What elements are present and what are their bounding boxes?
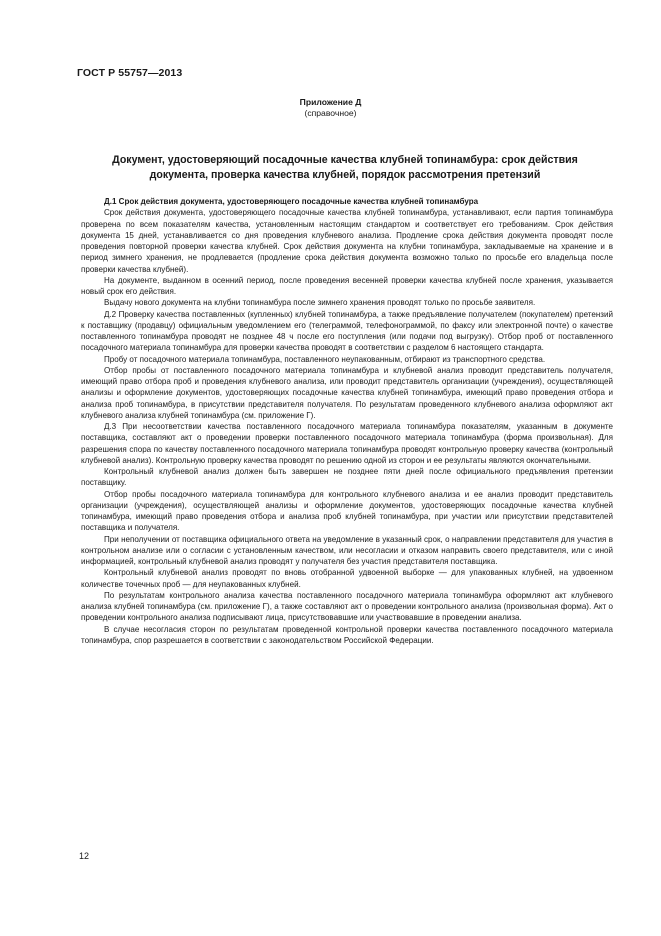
annex-heading	[0, 97, 661, 119]
body-paragraph: Пробу от посадочного материала топинамбура, поставленного неупакованным, отбирают из транспортного средства.	[104, 354, 546, 364]
body-paragraph: В случае несогласия сторон по результатам проведенной контрольной проверки качества поставленного посадочного материала топинамбура, спор разрешается в соответствии с законодательством Российской Федерации.	[81, 624, 613, 645]
body-paragraph: Выдачу нового документа на клубни топинамбура после зимнего хранения проводят только по просьбе заявителя.	[104, 298, 536, 308]
body-paragraph: Отбор пробы посадочного материала топинамбура для контрольного клубневого анализа и ее анализ проводит представитель организации (учреждения), осуществляющей анализы и оформление документов, удостоверяющих посадочные качества клубней топинамбура, имеющий право проведения отбора и анализа проб клубней топинамбура, при участии или присутствии представителей поставщика и получателя.	[81, 489, 613, 533]
body-paragraph: Контрольный клубневой анализ проводят по вновь отобранной удвоенной выборке — для упакованных клубней, на удвоенном количестве точечных проб — для неупакованных клубней.	[81, 568, 613, 589]
document-title-line-2: документа, проверка качества клубней, порядок рассмотрения претензий	[149, 169, 541, 181]
document-body	[81, 196, 613, 646]
standard-header: ГОСТ Р 55757—2013	[77, 67, 183, 79]
body-paragraph: По результатам контрольного анализа качества поставленного посадочного материала топинамбура оформляют акт клубневого анализа клубней топинамбура (см. приложение Г), а также составляют акт о проведении контрольного анализа (произвольная форма). Акт о проведении контрольного анализа подписывают лица, присутствовавшие или участвовавшие в проведении анализа.	[81, 590, 613, 623]
clause-d2-paragraph: Д.2 Проверку качества поставленных (купленных) клубней топинамбура, а также предъявление получателем (покупателем) претензий к поставщику (продавцу) официальным уведомлением его (телеграммой, телефонограммой, по факсу или электронной почте) о качестве поставленного топинамбура проводят не позднее 48 ч после его поступления (или подачи под выгрузку). Отбор проб от поставленного посадочного материала топинамбура для проверки качества проводят в соответствии с разделом 6 настоящего стандарта.	[81, 309, 613, 353]
document-title-line-1: Документ, удостоверяющий посадочные качества клубней топинамбура: срок действия	[112, 154, 578, 166]
annex-title: Приложение Д	[299, 97, 362, 107]
subsection-heading-d1: Д.1 Срок действия документа, удостоверяющего посадочные качества клубней топинамбура	[104, 197, 479, 206]
body-paragraph: При неполучении от поставщика официального ответа на уведомление в указанный срок, о направлении представителя для участия в контрольном анализе или о согласии с установленным качеством, или несогласии и отказом направить своего представителя, или с иной информацией, контрольный клубневой анализ проводят у получателя без участия представителя поставщика.	[81, 534, 613, 566]
body-paragraph: Контрольный клубневой анализ должен быть завершен не позднее пяти дней после официального предъявления претензии поставщику.	[81, 467, 613, 488]
body-paragraph: На документе, выданном в осенний период, после проведения весенней проверки качества клубней после хранения, указывается новый срок его действия.	[81, 275, 613, 296]
clause-d3-paragraph: Д.3 При несоответствии качества поставленного посадочного материала топинамбура показателям, указанным в документе поставщика, составляют акт о проведении проверки поставленного посадочного материала топинамбура (форма произвольная). Для разрешения спора по качеству поставленного посадочного материала топинамбура проводят контрольную проверку качества (контрольный клубневой анализ). Контрольную проверку качества проводят по решению одной из сторон и ее результаты являются окончательными.	[81, 422, 613, 465]
annex-type: (справочное)	[304, 108, 357, 118]
page-number: 12	[79, 851, 90, 861]
body-paragraph: Срок действия документа, удостоверяющего посадочные качества клубней топинамбура, устанавливают, если партия топинамбура проверена по всем показателям качества, установленным настоящим стандартом и соответствует его требованиям. Срок действия документа 15 дней, устанавливается со дня проведения клубневого анализа. Продление срока действия документа проводят после проведения повторной проверки качества клубней. Срок действия документа на клубни топинамбура, закладываемые на хранение и в период зимнего хранения, не продлевается (продление срока действия документа возможно только по просьбе его владельца после проверки качества клубней).	[81, 208, 613, 274]
document-title	[85, 153, 605, 183]
body-paragraph: Отбор пробы от поставленного посадочного материала топинамбура и клубневой анализ проводит представитель получателя, имеющий право отбора проб и проведения клубневого анализа, или проводит представитель организации (учреждения), осуществляющей анализы и оформление документов, удостоверяющих посадочные качества клубней топинамбура, имеющий право проведения отбора и анализа проб топинамбура, в присутствии представителя получателя. По результатам проведенного клубневого анализа оформляют акт клубневого анализа клубней топинамбура (см. приложение Г).	[81, 365, 613, 420]
